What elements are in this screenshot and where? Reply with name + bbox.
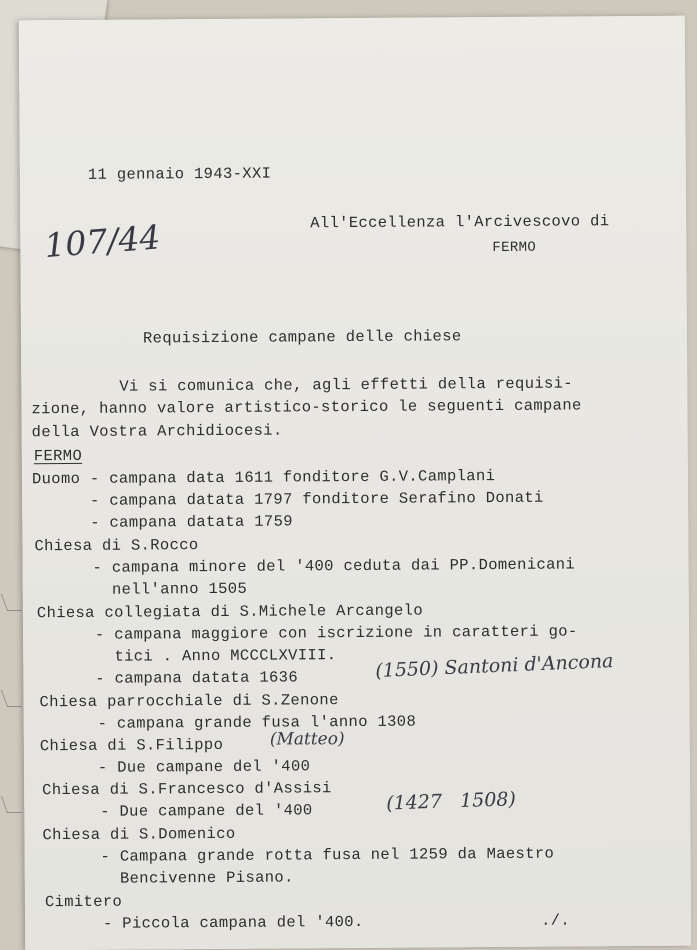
margin-tick-mark [1,594,22,611]
recipient-line: All'Eccellenza l'Arcivescovo di [310,212,610,233]
letter-subject: Requisizione campane delle chiese [142,327,462,348]
church-heading: Chiesa collegiata di S.Michele Arcangelo [36,601,424,623]
intro-line: zione, hanno valore artistico-storico le seguenti campane [31,396,582,419]
letter-date: 11 gennaio 1943-XXI [87,164,272,184]
bell-entry: - campana maggiore con iscrizione in caratteri go- [36,622,578,645]
bell-entry: Bencivenne Pisano. [42,868,294,889]
handwritten-note: (1550) Santoni d'Ancona [374,650,614,683]
church-heading: Chiesa parrocchiale di S.Zenone [39,691,339,712]
church-heading: Chiesa di S.Filippo [39,735,224,756]
bell-entry: tici . Anno MCCCLXVIII. [37,646,337,667]
recipient-city: FERMO [492,239,537,257]
intro-line: Vi si comunica che, agli effetti della requisi- [119,374,573,396]
handwritten-note: (Matteo) [269,729,345,750]
document-page [19,16,691,950]
bell-entry: - campana grande fusa l'anno 1308 [39,712,417,734]
bell-entry: - campana datata 1636 [37,668,299,689]
bell-entry: - Due campane del '400 [39,757,311,778]
continuation-mark: ./. [540,911,571,930]
protocol-number: 107/44 [42,217,162,266]
church-heading: Chiesa di S.Rocco [34,536,199,556]
bell-entry: - campana datata 1797 fonditore Serafino Donati [32,488,544,511]
bell-entry: - campana minore del '400 ceduta dai PP.Domenicani [34,555,576,578]
intro-line: della Vostra Archidiocesi. [31,421,283,442]
church-heading: Chiesa di S.Domenico [42,824,236,845]
city-heading: FERMO [33,446,83,466]
bell-entry: nell'anno 1505 [34,579,248,600]
church-heading: Cimitero [44,892,123,912]
bell-entry: - Campana grande rotta fusa nel 1259 da Maestro [42,844,555,867]
margin-tick-mark [1,796,22,813]
bell-entry: - Piccola campana del '400. [45,912,364,934]
bell-entry: - campana datata 1759 [32,512,293,533]
bell-entry: - Due campane del '400 [42,801,313,822]
margin-tick-mark [1,690,22,707]
church-heading: Chiesa di S.Francesco d'Assisi [42,779,332,800]
handwritten-note: (1427 1508) [385,788,517,815]
bell-entry: Duomo - campana data 1611 fonditore G.V.Camplani [31,467,496,489]
